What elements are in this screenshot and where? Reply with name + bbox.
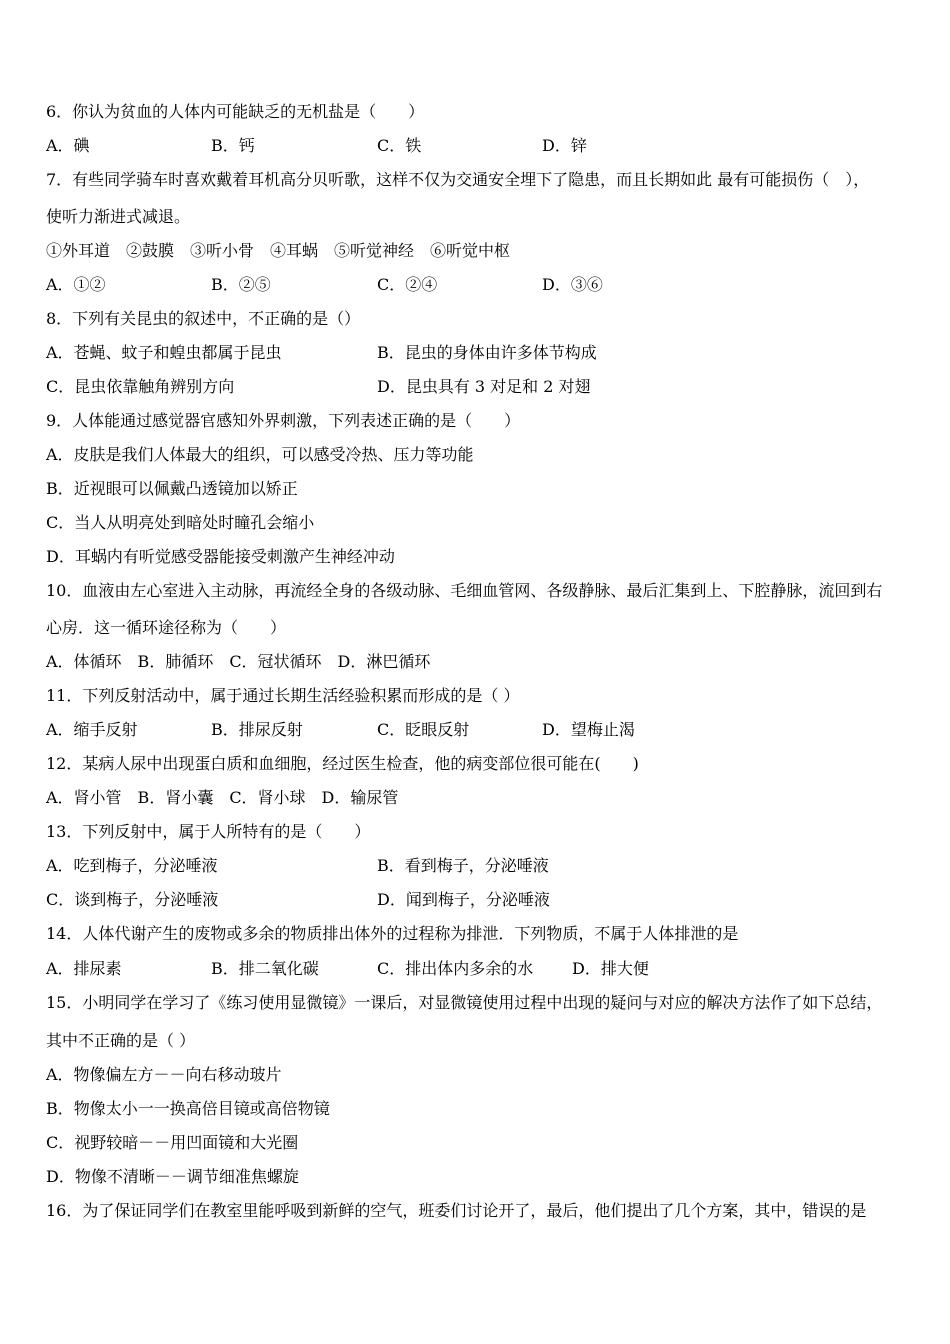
q7-choices: ①外耳道 ②鼓膜 ③听小骨 ④耳蜗 ⑤听觉神经 ⑥听觉中枢	[46, 241, 511, 260]
q12-options: A．肾小管 B．肾小囊 C．肾小球 D．输尿管	[46, 788, 399, 807]
q8-stem: 8．下列有关昆虫的叙述中，不正确的是（）	[46, 309, 361, 328]
q9-option-b: B．近视眼可以佩戴凸透镜加以矫正	[46, 479, 298, 498]
q10-stem-line1: 10．血液由左心室进入主动脉，再流经全身的各级动脉、毛细血管网、各级静脉、最后汇集到上、下腔静脉，流回到右	[46, 581, 883, 600]
q9-option-a: A．皮肤是我们人体最大的组织，可以感受冷热、压力等功能	[46, 445, 474, 464]
q10-stem-line2: 心房．这一循环途径称为（ ）	[46, 618, 287, 637]
q6-option-d: D．锌	[542, 136, 587, 155]
q7-options	[46, 275, 916, 295]
q13-options-row2	[46, 890, 916, 910]
q13-option-c: C．谈到梅子，分泌唾液	[46, 890, 219, 909]
q13-option-a: A．吃到梅子，分泌唾液	[46, 856, 218, 875]
q7-stem-line1: 7．有些同学骑车时喜欢戴着耳机高分贝听歌，这样不仅为交通安全埋下了隐患，而且长期如此 最有可能损伤（ ），	[46, 170, 870, 189]
q13-stem: 13．下列反射中，属于人所特有的是（ ）	[46, 822, 371, 841]
q11-option-d: D．望梅止渴	[542, 720, 635, 739]
q13-options-row1	[46, 856, 916, 876]
q14-option-b: B．排二氧化碳	[211, 959, 319, 978]
q15-stem-line1: 15．小明同学在学习了《练习使用显微镜》一课后，对显微镜使用过程中出现的疑问与对应的解决方法作了如下总结，	[46, 993, 883, 1012]
q11-options	[46, 720, 916, 740]
q8-option-c: C．昆虫依靠触角辨别方向	[46, 377, 235, 396]
q8-option-b: B．昆虫的身体由许多体节构成	[377, 343, 597, 362]
q10-options: A．体循环 B．肺循环 C．冠状循环 D．淋巴循环	[46, 652, 431, 671]
q9-stem: 9．人体能通过感觉器官感知外界刺激，下列表述正确的是（ ）	[46, 411, 521, 430]
q11-option-a: A．缩手反射	[46, 720, 138, 739]
q9-option-c: C．当人从明亮处到暗处时瞳孔会缩小	[46, 513, 315, 532]
q15-option-c: C．视野较暗－－用凹面镜和大光圈	[46, 1133, 299, 1152]
q13-option-d: D．闻到梅子，分泌唾液	[377, 890, 550, 909]
q11-option-c: C．眨眼反射	[377, 720, 470, 739]
q15-option-d: D．物像不清晰－－调节细准焦螺旋	[46, 1167, 299, 1186]
q14-options	[46, 959, 916, 979]
q8-option-d: D．昆虫具有 3 对足和 2 对翅	[377, 377, 591, 396]
q7-option-a: A．①②	[46, 275, 106, 294]
q14-stem: 14．人体代谢产生的废物或多余的物质排出体外的过程称为排泄．下列物质，不属于人体排泄的是	[46, 924, 739, 943]
q11-stem: 11．下列反射活动中，属于通过长期生活经验积累而形成的是（ ）	[46, 686, 520, 705]
q14-option-d: D．排大便	[572, 959, 649, 978]
q7-option-d: D．③⑥	[542, 275, 603, 294]
q8-option-a: A．苍蝇、蚊子和蝗虫都属于昆虫	[46, 343, 282, 362]
q6-option-a: A．碘	[46, 136, 90, 155]
q7-stem-line2: 使听力渐进式减退。	[46, 207, 191, 226]
q6-options	[46, 136, 916, 156]
q13-option-b: B．看到梅子，分泌唾液	[377, 856, 549, 875]
q14-option-a: A．排尿素	[46, 959, 122, 978]
q6-stem: 6．你认为贫血的人体内可能缺乏的无机盐是（ ）	[46, 102, 425, 121]
q15-option-b: B．物像太小一一换高倍目镜或高倍物镜	[46, 1099, 330, 1118]
q8-options-row2	[46, 377, 916, 397]
q16-stem-line1: 16．为了保证同学们在教室里能呼吸到新鲜的空气，班委们讨论开了，最后，他们提出了几个方案，其中，错误的是	[46, 1201, 867, 1220]
q11-option-b: B．排尿反射	[211, 720, 303, 739]
q15-option-a: A．物像偏左方－－向右移动玻片	[46, 1065, 282, 1084]
q12-stem: 12．某病人尿中出现蛋白质和血细胞，经过医生检查，他的病变部位很可能在( )	[46, 754, 639, 773]
q7-option-c: C．②④	[377, 275, 438, 294]
q8-options-row1	[46, 343, 916, 363]
q14-option-c: C．排出体内多余的水	[377, 959, 534, 978]
q9-option-d: D．耳蜗内有听觉感受器能接受刺激产生神经冲动	[46, 547, 395, 566]
q7-option-b: B．②⑤	[211, 275, 271, 294]
q6-option-b: B．钙	[211, 136, 255, 155]
q15-stem-line2: 其中不正确的是（ ）	[46, 1031, 196, 1050]
q6-option-c: C．铁	[377, 136, 422, 155]
